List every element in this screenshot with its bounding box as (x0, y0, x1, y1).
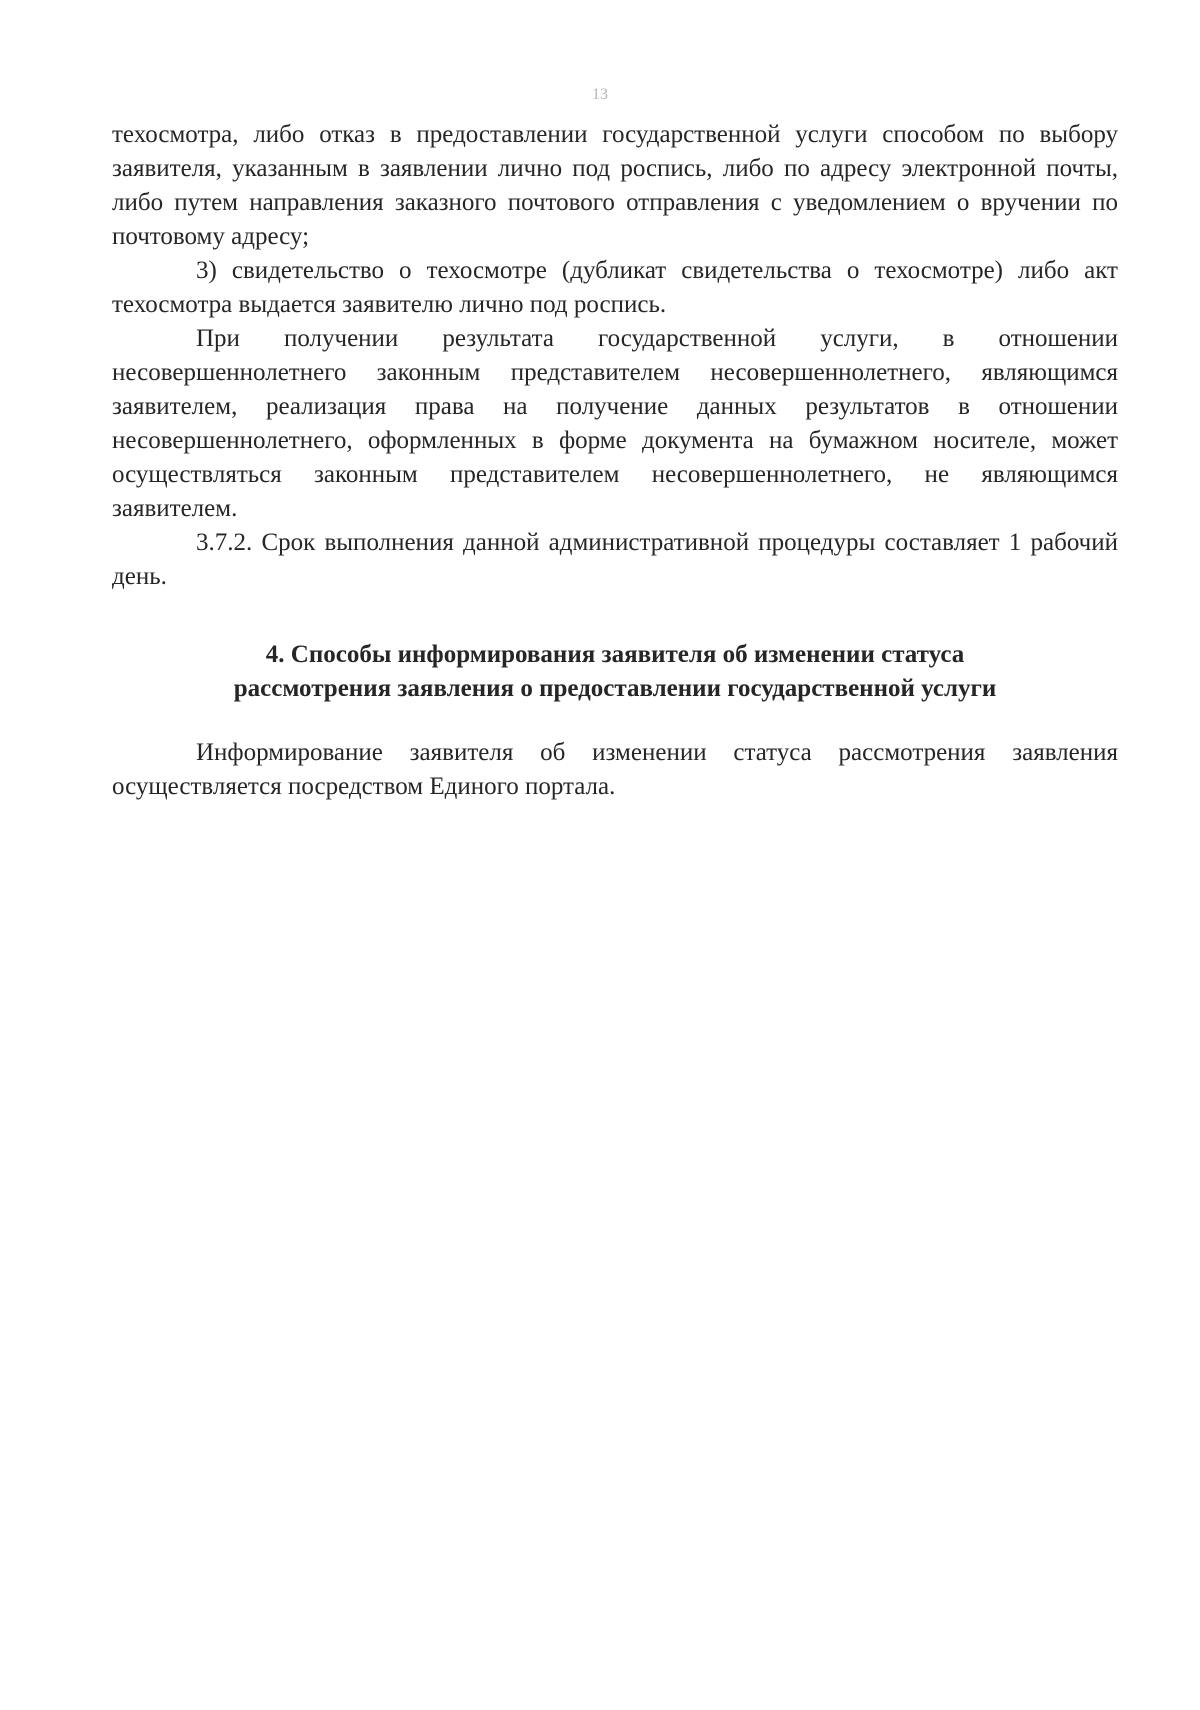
paragraph-minor-representative: При получении результата государственной услуги, в отношении несовершеннолетнего законным представителем несовершеннолетнего, являющимся заявителем, реализация права на получение данных результатов в отношении несовершеннолетнего, оформленных в форме документа на бумажном носителе, может осуществляться законным представителем несовершеннолетнего, не являющимся заявителем. (112, 325, 1118, 522)
section-paragraph: Информирование заявителя об изменении статуса рассмотрения заявления осуществляется посредством Единого портала. (112, 739, 1118, 800)
document-body (112, 118, 1118, 804)
section-heading-line-1: 4. Способы информирования заявителя об изменении статуса (265, 641, 965, 668)
section-heading (112, 638, 1118, 706)
page-number: 13 (592, 86, 608, 103)
paragraph-item-3: 3) свидетельство о техосмотре (дубликат свидетельства о техосмотре) либо акт техосмотра выдается заявителю лично под роспись. (112, 257, 1118, 318)
paragraph-continuation: техосмотра, либо отказ в предоставлении государственной услуги способом по выбору заявителя, указанным в заявлении лично под роспись, либо по адресу электронной почты, либо путем направления заказного почтового отправления с уведомлением о вручении по почтовому адресу; (112, 121, 1118, 250)
section-heading-line-2: рассмотрения заявления о предоставлении государственной услуги (233, 675, 997, 702)
paragraph-3-7-2: 3.7.2. Срок выполнения данной административной процедуры составляет 1 рабочий день. (112, 529, 1118, 590)
